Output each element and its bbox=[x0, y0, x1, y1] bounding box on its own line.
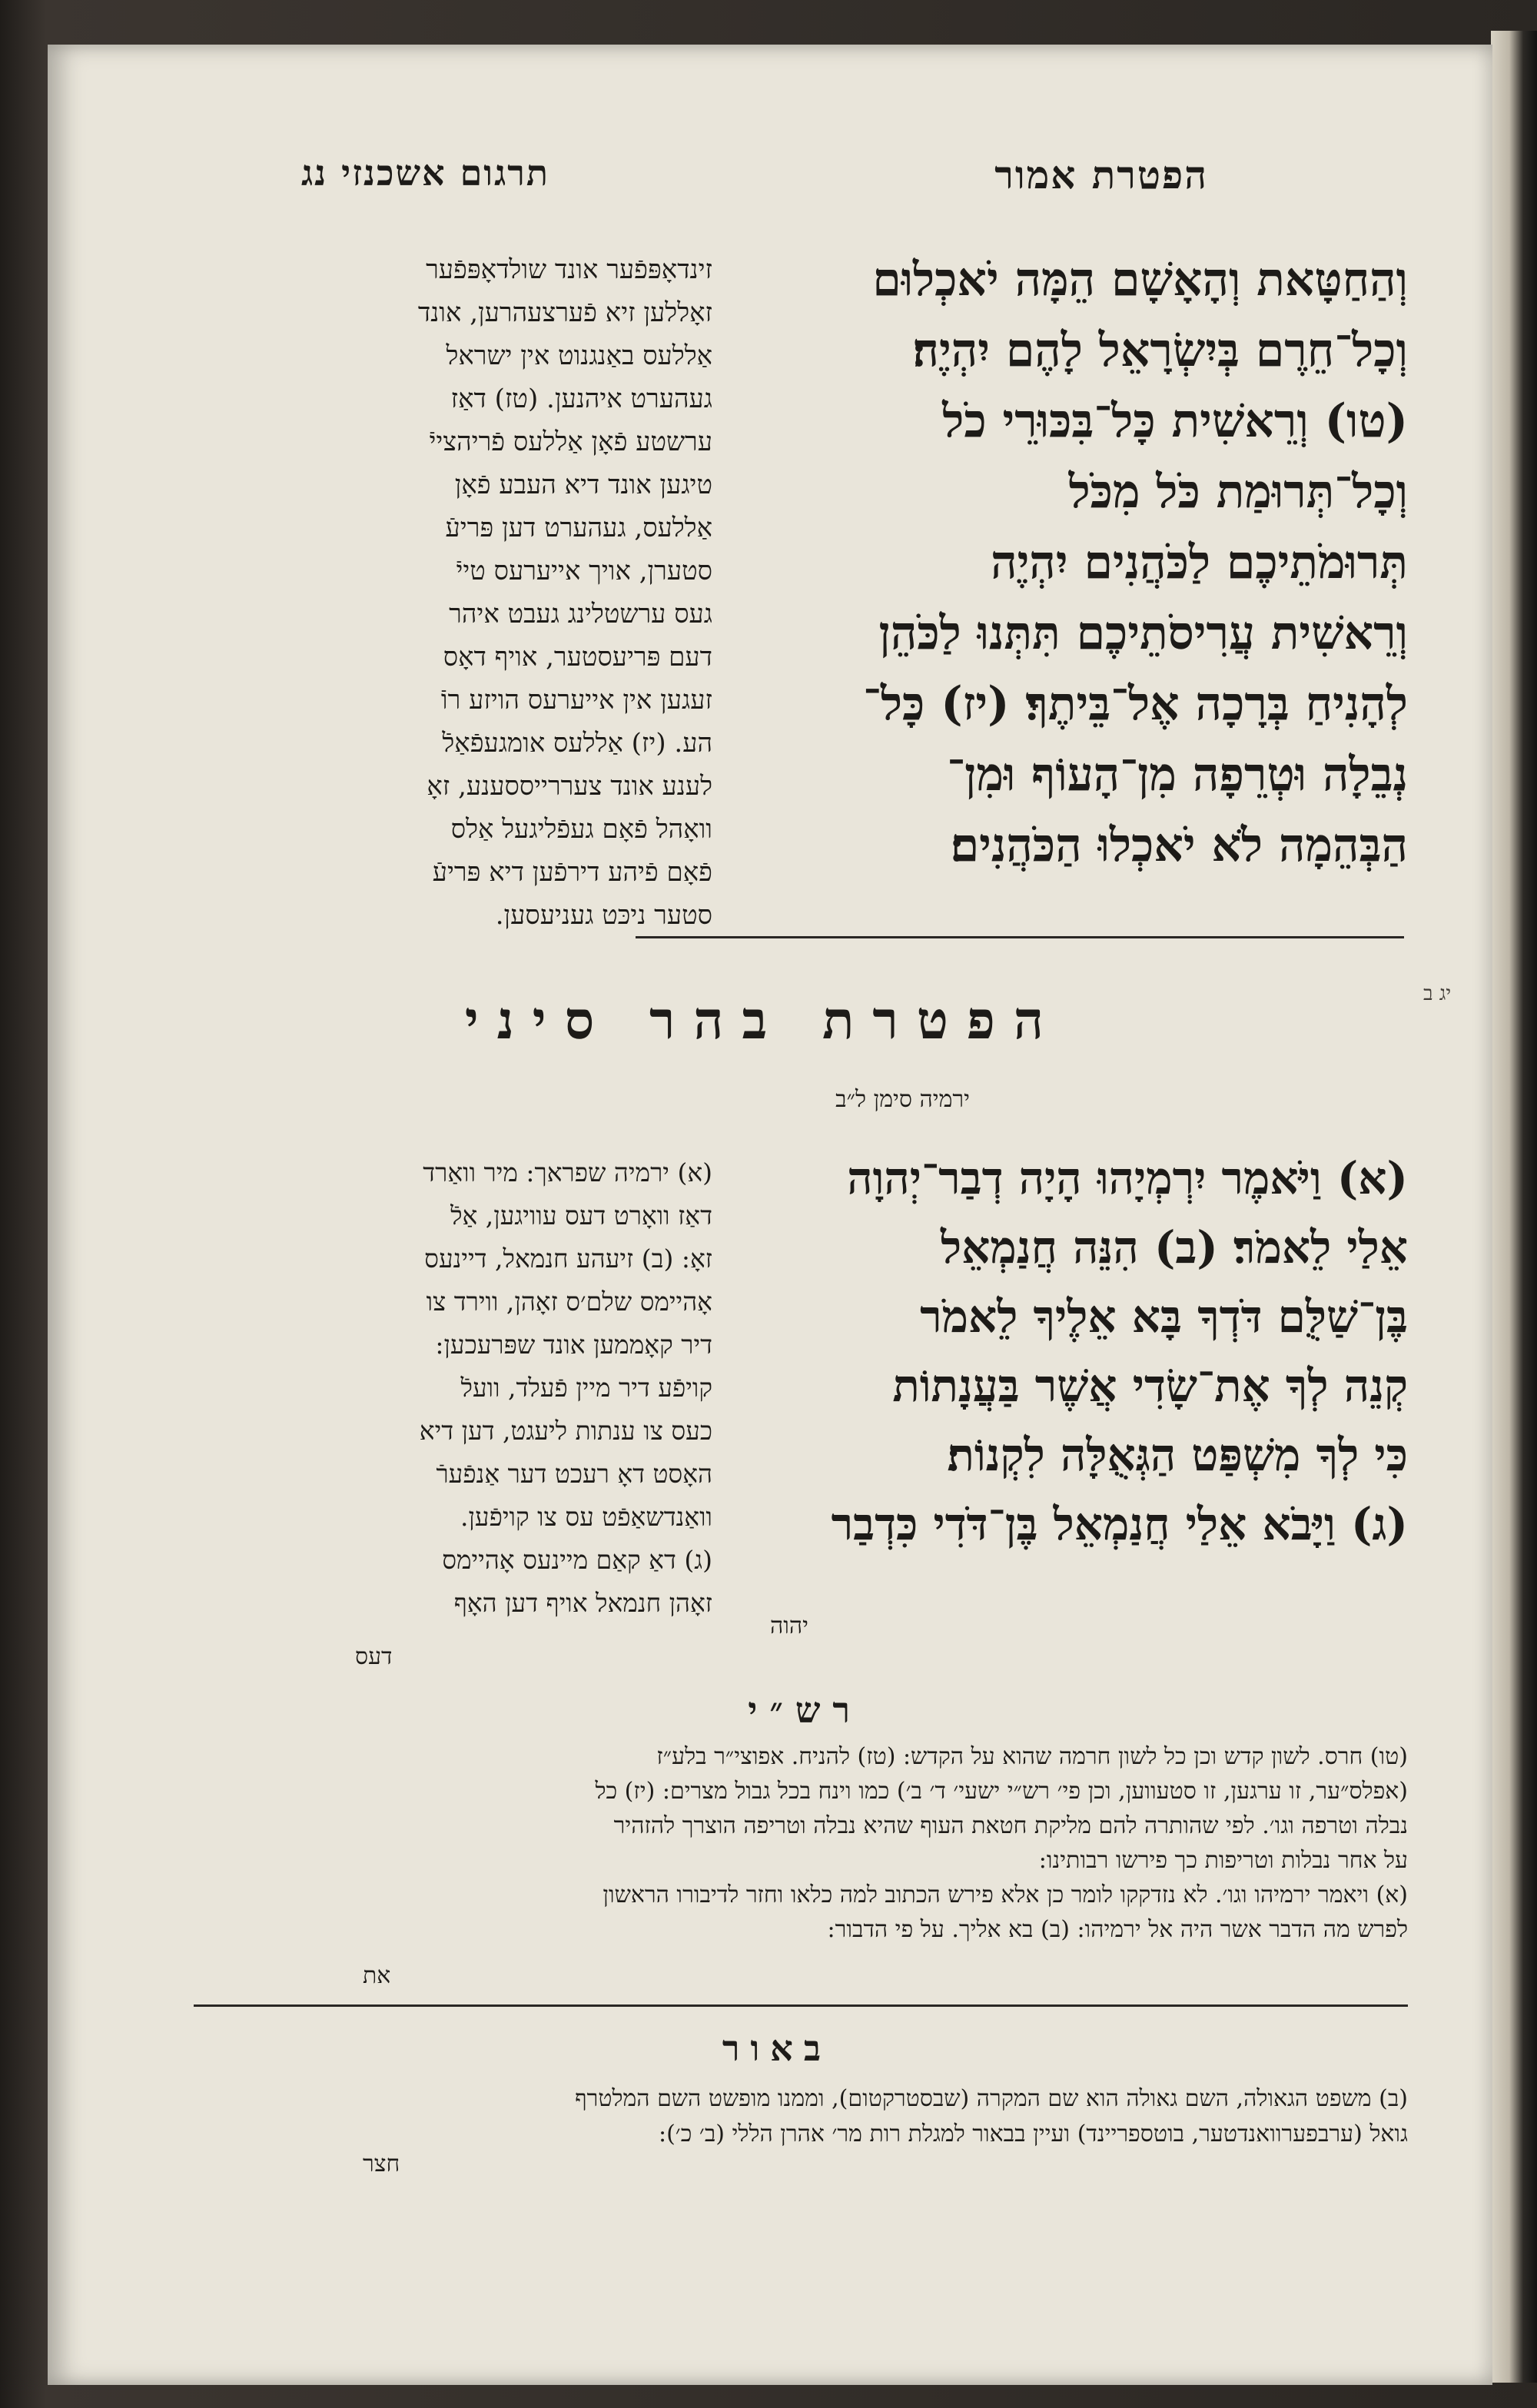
rashi-line: (אפלס״ער, זו ערגען, זו סטעווען, וכן פי׳ רש״י ישעי׳ ד׳ ב׳) כמו וינח בכל גבול מצרים: (יז) כל bbox=[595, 1778, 1408, 1805]
hebrew-line: בֶּן־שַׁלֻּם דֹּדְךָ בָּא אֵלֶיךָ לֵאמֹר bbox=[920, 1290, 1408, 1343]
yiddish-line: וואַנדשאַפֿט עס צו קויפֿען. bbox=[460, 1502, 712, 1532]
yiddish-line: טיגען אונד דיא העבע פֿאָן bbox=[454, 470, 712, 500]
rashi-heading: רש״י bbox=[748, 1689, 862, 1731]
rashi-line: לפרש מה הדבר אשר היה אל ירמיהו: (ב) בא אליך. על פי הדבור: bbox=[827, 1916, 1408, 1943]
catchword: יהוה bbox=[769, 1613, 808, 1639]
running-head-right: הפטרת אמור bbox=[994, 152, 1208, 198]
margin-note: יג ב bbox=[1423, 982, 1452, 1005]
hebrew-line: (א) וַיֹּאמֶר יִרְמְיָהוּ הָיָה דְבַר־יְהוָה bbox=[847, 1152, 1408, 1204]
hebrew-line: (טו) וְרֵאשִׁית כָּל־בִּכּוּרֵי כֹל bbox=[942, 394, 1408, 448]
yiddish-line: (ג) דאַ קאַם מיינעס אָהיימס bbox=[442, 1545, 712, 1575]
rashi-line: (א) ויאמר ירמיהו וגו׳. לא נזדקקו לומר כן אלא פירש הכתוב למה כלאו וחזר לדיבורו הראשון bbox=[603, 1882, 1408, 1908]
yiddish-line: (א) ירמיה שפראך: מיר וואַרד bbox=[423, 1158, 712, 1187]
hebrew-line: קְנֵה לְךָ אֶת־שָׂדִי אֲשֶׁר בַּעֲנָתוֹת bbox=[892, 1360, 1408, 1412]
hebrew-line: תְּרוּמֹתֵיכֶם לַכֹּהֲנִים יִהְיֶה bbox=[991, 536, 1408, 590]
hebrew-line: כִּי לְךָ מִשְׁפַּט הַגְּאֻלָּה לִקְנוֹת׃ bbox=[947, 1429, 1408, 1481]
running-head-left: תרגום אשכנזי נג bbox=[301, 152, 549, 194]
hebrew-line: לְהָנִיחַ בְּרָכָה אֶל־בֵּיתֶךָ׃ (יז) כָּל־ bbox=[863, 677, 1408, 731]
hebrew-text-top bbox=[647, 244, 1408, 881]
yiddish-line: סטערן, אויך אייערעס טייֿ bbox=[456, 556, 712, 586]
biur-line: גואל (ערבפערוואנדטער, בוטספריינד) ועיין בבאור למגלת רות מר׳ אהרן הללי (ב׳ כ׳): bbox=[658, 2121, 1408, 2147]
yiddish-translation-top bbox=[313, 248, 712, 937]
biur-heading: באור bbox=[722, 2028, 832, 2069]
yiddish-line: זאָללען זיא פֿערצעהרען, אונד bbox=[417, 297, 712, 328]
hebrew-line: וְכָל־תְּרוּמַת כֹּל מִכֹּל bbox=[1068, 465, 1408, 519]
book-page bbox=[48, 45, 1492, 2385]
rashi-line: על אחר נבלות וטריפות כך פירשו רבותינו: bbox=[1038, 1847, 1408, 1874]
yiddish-line: דעם פּריעסטער, אויף דאָס bbox=[443, 642, 712, 673]
hebrew-text-haftarah bbox=[647, 1144, 1408, 1559]
divider-rule bbox=[636, 936, 1404, 938]
yiddish-line: זינדאָפּפֿער אונד שולדאָפּפֿער bbox=[426, 254, 712, 285]
catchword: דעס bbox=[355, 1643, 393, 1670]
yiddish-line: ערשטע פֿאָן אַללעס פֿריהצייֿ bbox=[429, 427, 712, 457]
yiddish-line: וואָהל פֿאָם געפֿליגעל אַלס bbox=[450, 814, 712, 845]
yiddish-line: דאַז וואָרט דעס עוויגען, אַלֿ bbox=[450, 1201, 712, 1231]
hebrew-line: וְהַחַטָּאת וְהָאָשָׁם הֵמָּה יֹאכְלוּם bbox=[872, 253, 1408, 307]
hebrew-line: אֵלַי לֵאמֹר׃ (ב) הִנֵּה חֲנַמְאֵל bbox=[941, 1221, 1408, 1274]
yiddish-line: אָהיימס שלם׳ס זאָהן, ווירד צו bbox=[426, 1287, 712, 1317]
catchword: חצר bbox=[363, 2151, 400, 2177]
yiddish-line: זאָהן חנמאל אויף דען האָף bbox=[453, 1588, 712, 1618]
biur-line: (ב) משפט הגאולה, השם גאולה הוא שם המקרה (שבסטרקטום), וממנו מופשט השם המלטרף bbox=[575, 2085, 1408, 2112]
hebrew-line: וְרֵאשִׁית עֲרִיסֹתֵיכֶם תִּתְּנוּ לַכֹּהֵן bbox=[878, 606, 1408, 660]
rashi-line: (טו) חרס. לשון קדש וכן כל לשון חרמה שהוא על הקדש: (טז) להניח. אפוצי״ר בלע״ז bbox=[656, 1743, 1408, 1770]
hebrew-line: וְכָל־חֵרֶם בְּיִשְׂרָאֵל לָהֶם יִהְיֶה׃ bbox=[912, 324, 1408, 377]
yiddish-line: געס ערשטלינג געבט איהר bbox=[449, 599, 712, 629]
yiddish-line: פֿאָם פֿיהע דירפֿען דיא פּריעֿ bbox=[432, 857, 712, 888]
hebrew-line: נְבֵלָה וּטְרֵפָה מִן־הָעוֹף וּמִן־ bbox=[947, 748, 1408, 802]
yiddish-translation-haftarah bbox=[313, 1151, 712, 1625]
yiddish-line: זאָ: (ב) זיעהע חנמאל, דיינעס bbox=[424, 1244, 712, 1274]
hebrew-line: הַבְּהֵמָה לֹא יֹאכְלוּ הַכֹּהֲנִים׃ bbox=[950, 819, 1408, 872]
yiddish-line: הע. (יז) אַללעס אומגעפֿאַלֿ bbox=[442, 728, 712, 759]
yiddish-line: אַללעס באַנגנוט אין ישראל bbox=[446, 340, 712, 371]
rashi-commentary bbox=[194, 1739, 1408, 1947]
yiddish-line: לענע אונד צעררייססענע, זאָ bbox=[427, 771, 712, 802]
yiddish-line: האָסט דאָ רעכט דער אַנפֿערֿ bbox=[436, 1459, 712, 1489]
yiddish-line: סטער ניכּט געניעסען. bbox=[495, 900, 712, 931]
yiddish-line: אַללעס, געהערט דען פּריעֿ bbox=[445, 513, 712, 543]
page-edge bbox=[1491, 31, 1537, 2383]
catchword: את bbox=[363, 1962, 391, 1989]
yiddish-line: זעגען אין אייערעס הויזע רוֿ bbox=[440, 685, 712, 716]
yiddish-line: געהערט איהנען. (טז) דאַז bbox=[450, 384, 712, 414]
biur-commentary bbox=[194, 2081, 1408, 2152]
section-subtitle: ירמיה סימן ל״ב bbox=[835, 1086, 970, 1113]
yiddish-line: כעס צו ענתות ליעגט, דען דיא bbox=[419, 1416, 712, 1446]
yiddish-line: קויפֿע דיר מיין פֿעלד, וועלֿ bbox=[460, 1373, 712, 1403]
section-title: הפטרת בהר סיני bbox=[464, 990, 1062, 1051]
hebrew-line: (ג) וַיָּבֹא אֵלַי חֲנַמְאֵל בֶּן־דֹּדִי כִּדְבַר bbox=[831, 1498, 1408, 1550]
rashi-line: נבלה וטרפה וגו׳. לפי שהותרה להם מליקת חטאת העוף שהיא נבלה וטריפה הוצרך להזהיר bbox=[613, 1812, 1408, 1839]
yiddish-line: דיר קאָממען אונד שפּרעכען: bbox=[435, 1330, 712, 1360]
divider-rule bbox=[194, 2004, 1408, 2007]
